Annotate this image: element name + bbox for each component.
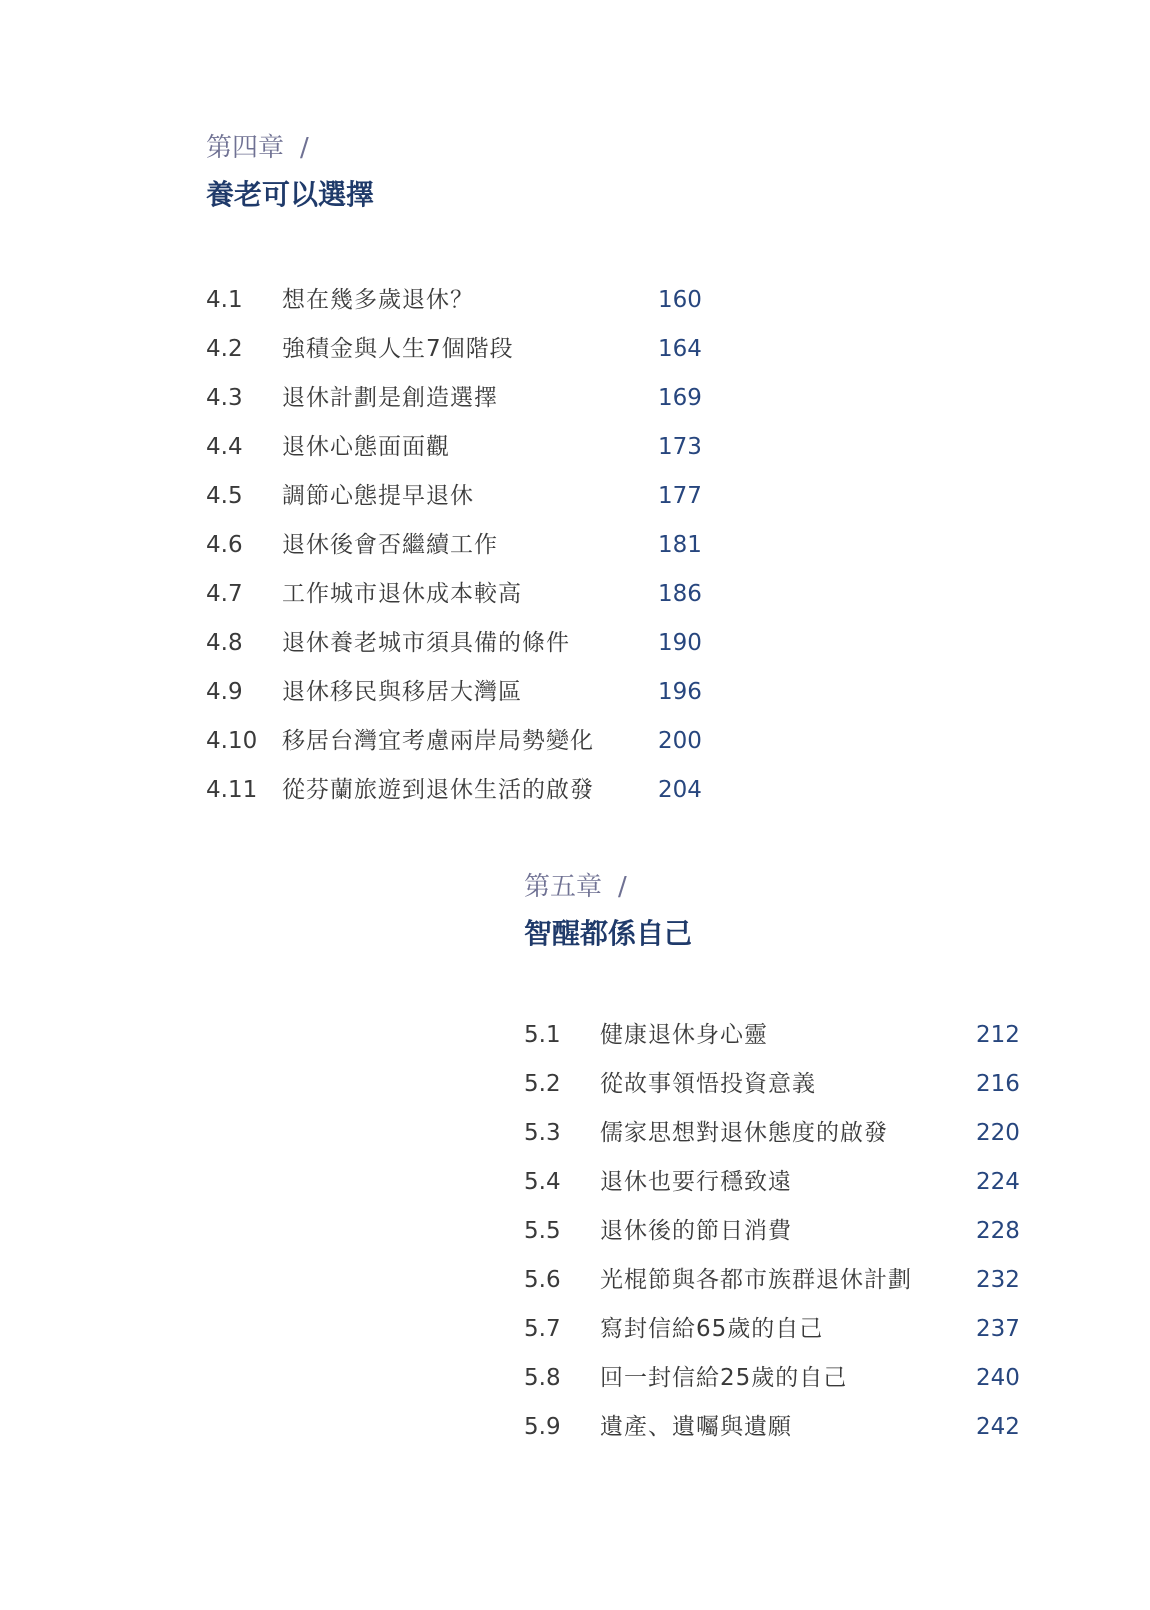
section-title: 退休計劃是創造選擇: [282, 385, 498, 411]
section-title: 工作城市退休成本較高: [282, 581, 522, 607]
toc-entry: [206, 423, 726, 472]
section-number: 4.9: [206, 679, 243, 705]
toc-entry: [206, 521, 726, 570]
section-number: 4.8: [206, 630, 243, 656]
page-number: 204: [658, 777, 702, 803]
section-number: 4.10: [206, 728, 258, 754]
toc-entry: [524, 1158, 1044, 1207]
toc-entry: [524, 1305, 1044, 1354]
toc-list: [524, 1011, 1044, 1452]
section-title: 強積金與人生7個階段: [282, 336, 514, 362]
section-title: 想在幾多歲退休？: [282, 287, 474, 313]
toc-entry: [206, 668, 726, 717]
chapter-separator: /: [300, 133, 309, 163]
section-title: 光棍節與各都市族群退休計劃: [600, 1267, 912, 1293]
section-title: 健康退休身心靈: [600, 1022, 768, 1048]
toc-entry: [524, 1403, 1044, 1452]
toc-entry: [524, 1207, 1044, 1256]
toc-entry: [524, 1011, 1044, 1060]
section-number: 4.1: [206, 287, 243, 313]
page-number: 228: [976, 1218, 1020, 1244]
toc-entry: [206, 276, 726, 325]
toc-entry: [206, 472, 726, 521]
section-title: 儒家思想對退休態度的啟發: [600, 1120, 888, 1146]
section-number: 5.5: [524, 1218, 561, 1244]
section-title: 退休後會否繼續工作: [282, 532, 498, 558]
page-number: 240: [976, 1365, 1020, 1391]
chapter-label: [206, 128, 726, 168]
chapter-title: 智醒都係自己: [524, 917, 693, 950]
page-number: 242: [976, 1414, 1020, 1440]
page-number: 224: [976, 1169, 1020, 1195]
toc-entry: [206, 766, 726, 815]
section-title: 移居台灣宜考慮兩岸局勢變化: [282, 728, 594, 754]
chapter-label: [524, 867, 1044, 907]
section-number: 5.6: [524, 1267, 561, 1293]
chapter-number: 第四章: [206, 133, 285, 163]
section-title: 退休也要行穩致遠: [600, 1169, 792, 1195]
toc-entry: [206, 619, 726, 668]
chapter-separator: /: [618, 872, 627, 902]
section-number: 5.7: [524, 1316, 561, 1342]
page-number: 181: [658, 532, 702, 558]
toc-entry: [524, 1256, 1044, 1305]
page-number: 196: [658, 679, 702, 705]
toc-entry: [524, 1354, 1044, 1403]
chapter-title: 養老可以選擇: [206, 178, 375, 211]
page-number: 200: [658, 728, 702, 754]
section-title: 退休養老城市須具備的條件: [282, 630, 570, 656]
toc-entry: [524, 1060, 1044, 1109]
section-title: 遺產、遺囑與遺願: [600, 1414, 792, 1440]
section-title: 退休後的節日消費: [600, 1218, 792, 1244]
section-number: 4.2: [206, 336, 243, 362]
page-number: 212: [976, 1022, 1020, 1048]
toc-entry: [206, 570, 726, 619]
section-number: 4.7: [206, 581, 243, 607]
section-title: 退休心態面面觀: [282, 434, 450, 460]
section-number: 5.3: [524, 1120, 561, 1146]
section-number: 5.9: [524, 1414, 561, 1440]
page-number: 237: [976, 1316, 1020, 1342]
toc-entry: [206, 717, 726, 766]
page-number: 190: [658, 630, 702, 656]
section-number: 4.6: [206, 532, 243, 558]
section-number: 4.4: [206, 434, 243, 460]
page-number: 186: [658, 581, 702, 607]
section-number: 5.1: [524, 1022, 561, 1048]
page-number: 177: [658, 483, 702, 509]
page-number: 169: [658, 385, 702, 411]
toc-entry: [206, 374, 726, 423]
page-number: 164: [658, 336, 702, 362]
chapter-number: 第五章: [524, 872, 603, 902]
page-number: 173: [658, 434, 702, 460]
section-number: 4.5: [206, 483, 243, 509]
section-number: 5.4: [524, 1169, 561, 1195]
section-title: 從芬蘭旅遊到退休生活的啟發: [282, 777, 594, 803]
section-title: 回一封信給25歲的自己: [600, 1365, 848, 1391]
page-number: 232: [976, 1267, 1020, 1293]
section-title: 寫封信給65歲的自己: [600, 1316, 824, 1342]
section-title: 調節心態提早退休: [282, 483, 474, 509]
page-number: 216: [976, 1071, 1020, 1097]
toc-entry: [206, 325, 726, 374]
toc-list: [206, 276, 726, 815]
chapter-4-section: [206, 128, 726, 815]
section-number: 5.2: [524, 1071, 561, 1097]
toc-entry: [524, 1109, 1044, 1158]
chapter-5-section: [524, 867, 1044, 1452]
page-number: 220: [976, 1120, 1020, 1146]
section-title: 從故事領悟投資意義: [600, 1071, 816, 1097]
page-number: 160: [658, 287, 702, 313]
section-number: 4.3: [206, 385, 243, 411]
section-number: 4.11: [206, 777, 258, 803]
section-title: 退休移民與移居大灣區: [282, 679, 522, 705]
section-number: 5.8: [524, 1365, 561, 1391]
